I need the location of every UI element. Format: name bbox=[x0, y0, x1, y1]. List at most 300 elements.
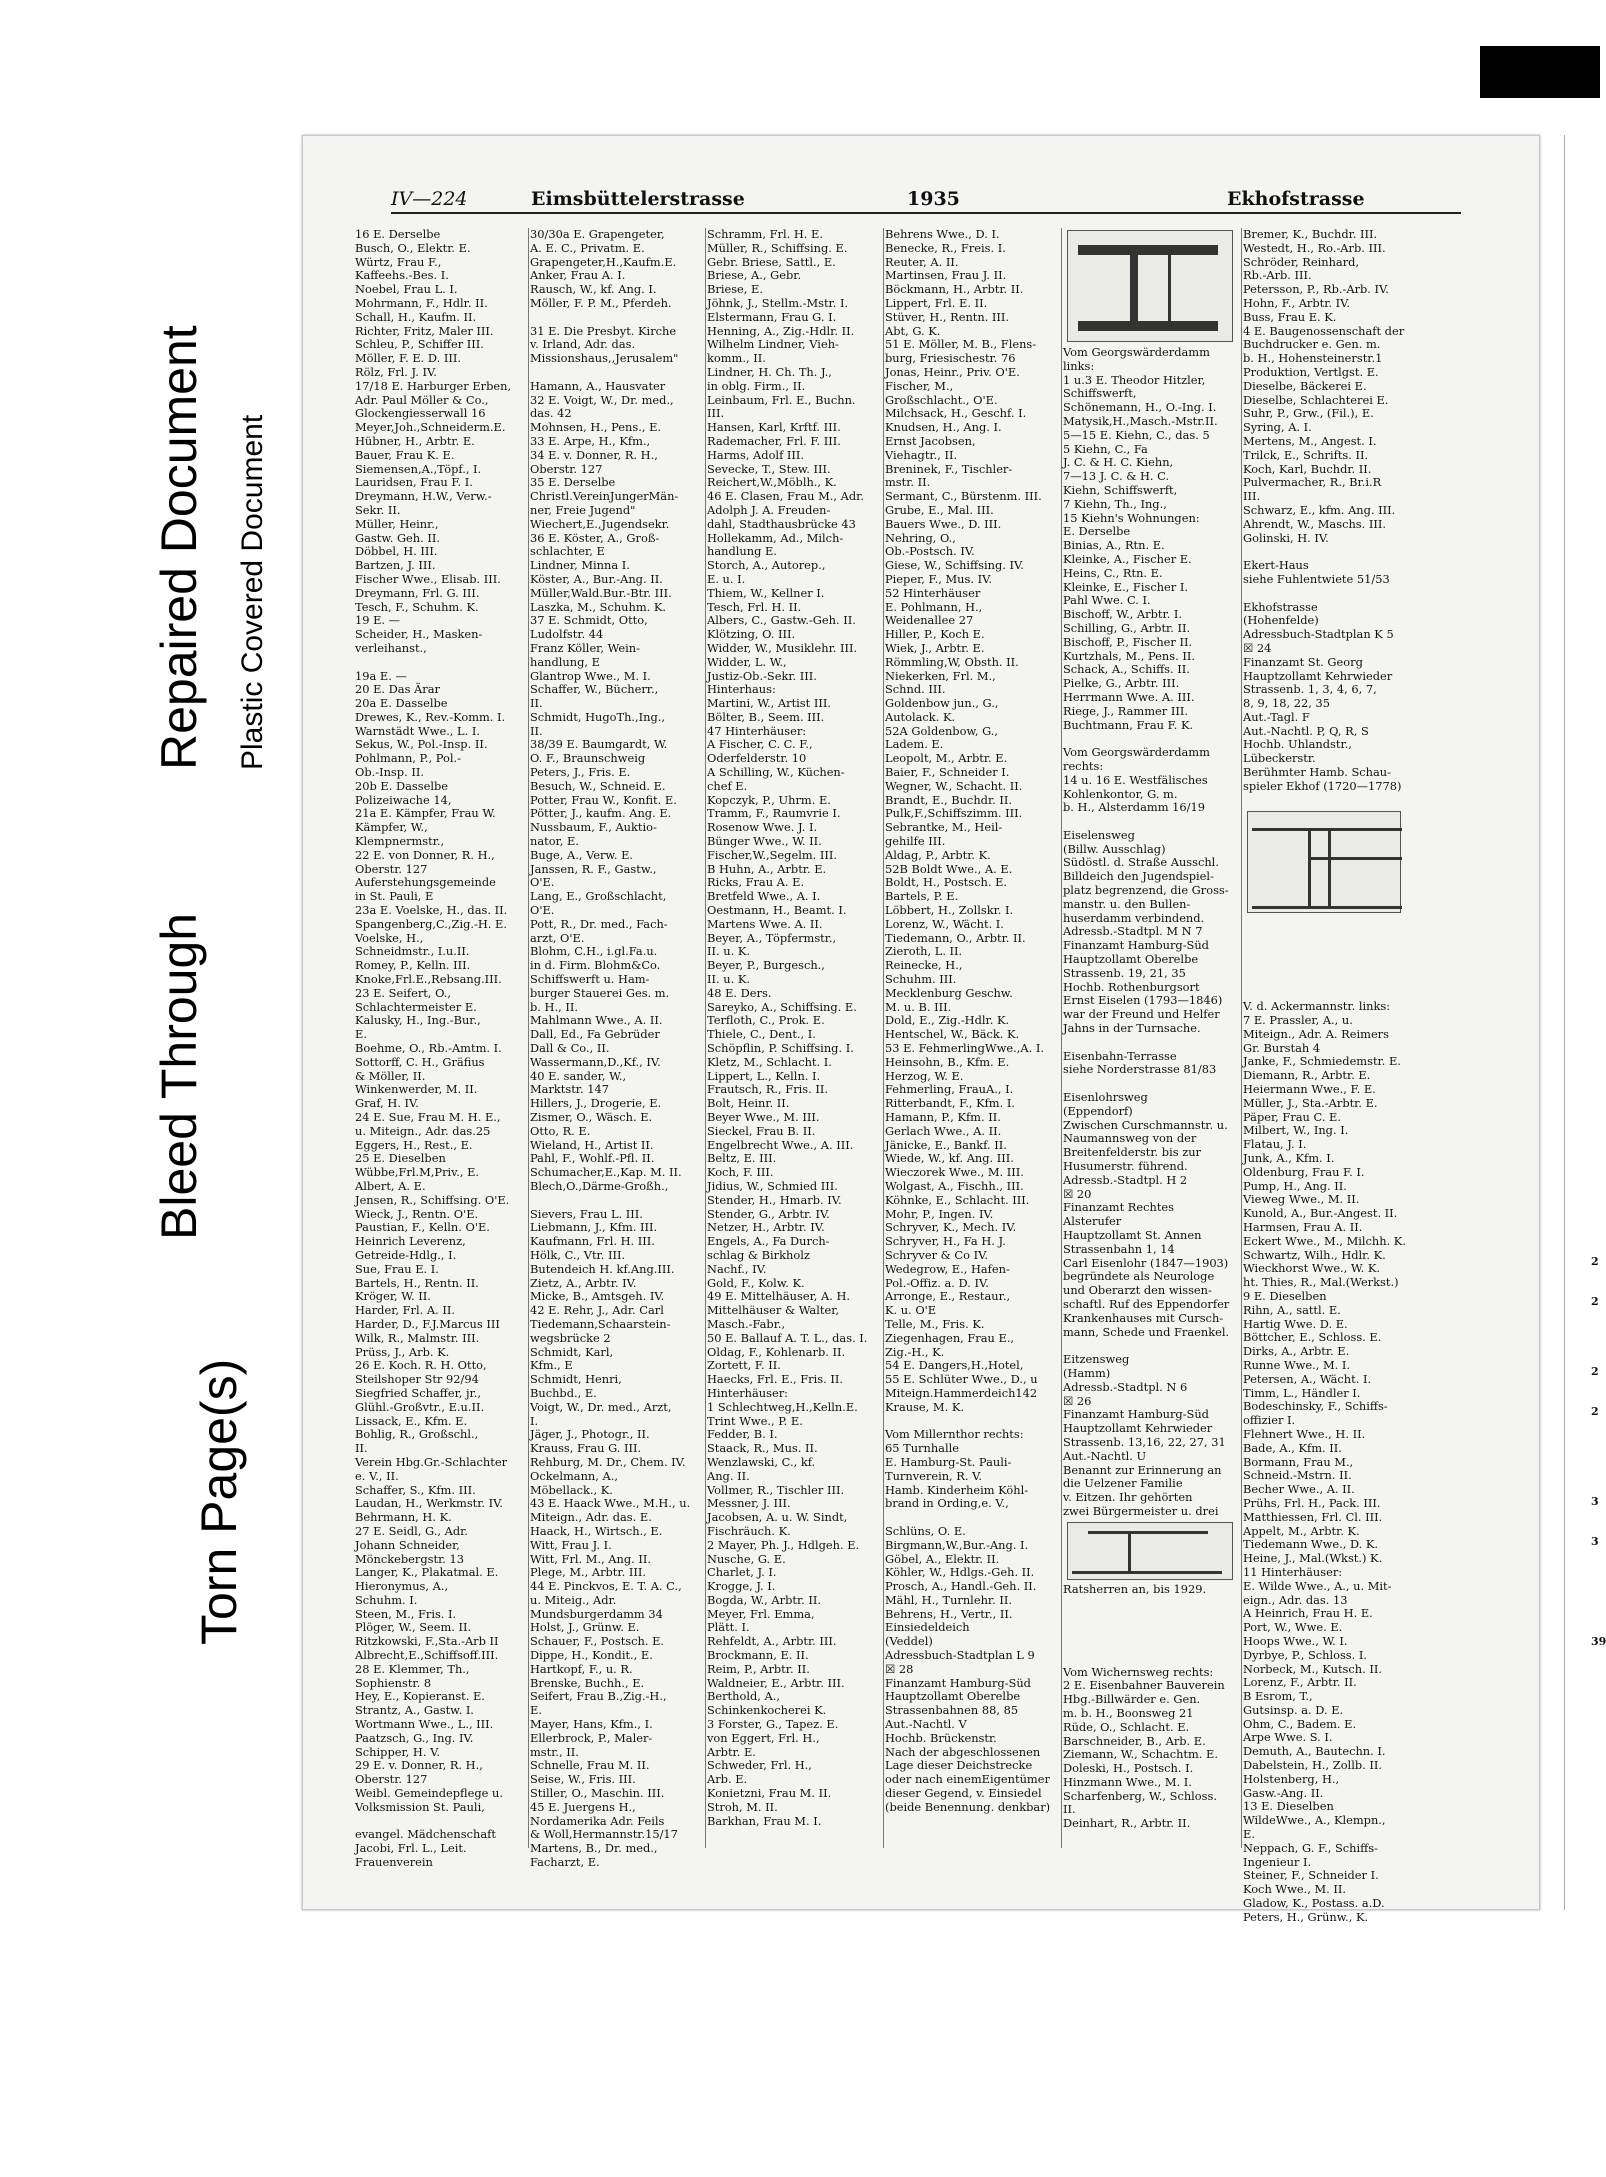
entry-line: 9 E. Dieselben bbox=[1243, 1288, 1327, 1303]
entry-line: Strassenbahn 1, 14 bbox=[1063, 1241, 1175, 1256]
entry-line: Ratsherren an, bis 1929. bbox=[1063, 1581, 1207, 1596]
entry-line: 19 E. — bbox=[355, 613, 401, 628]
entry-line: Prüss, J., Arb. K. bbox=[355, 1344, 450, 1359]
entry-line: Matysik,H.,Masch.-Mstr.II. bbox=[1063, 413, 1218, 428]
entry-line: Strassenb. 13,16, 22, 27, 31 bbox=[1063, 1434, 1226, 1449]
entry-line: Kaffeehs.-Bes. I. bbox=[355, 268, 449, 283]
entry-line bbox=[1243, 973, 1405, 987]
entry-line: Port, W., Wwe. E. bbox=[1243, 1620, 1343, 1635]
entry-line: Breninek, F., Tischler- bbox=[885, 461, 1013, 476]
entry-line: A Fischer, C. C. F., bbox=[707, 737, 813, 752]
entry-line: Schryver, H., Fa H. J. bbox=[885, 1234, 1006, 1249]
entry-line: handlung E. bbox=[707, 544, 777, 559]
entry-line: das. 42 bbox=[530, 406, 572, 421]
entry-line: Witt, Frl. M., Ang. II. bbox=[530, 1551, 652, 1566]
entry-line: Köhler, W., Hdlgs.-Geh. II. bbox=[885, 1565, 1035, 1580]
entry-line: huserdamm verbindend. bbox=[1063, 910, 1205, 925]
entry-line: 7 Kiehn, Th., Ing., bbox=[1063, 496, 1167, 511]
entry-line bbox=[1243, 931, 1405, 945]
entry-line: schaftl. Ruf des Eppendorfer bbox=[1063, 1296, 1230, 1311]
entry-line: Breitenfelderstr. bis zur bbox=[1063, 1145, 1201, 1160]
entry-line: Heinsohn, B., Kfm. E. bbox=[885, 1054, 1010, 1069]
entry-line: Römmling,W, Obsth. II. bbox=[885, 654, 1019, 669]
entry-line: Hölk, C., Vtr. III. bbox=[530, 1247, 626, 1262]
entry-line: Barkhan, Frau M. I. bbox=[707, 1813, 822, 1828]
entry-line: Volksmission St. Pauli, bbox=[355, 1799, 485, 1814]
entry-line: Hauptzollamt Kehrwieder bbox=[1243, 668, 1393, 683]
entry-line: Elstermann, Frau G. I. bbox=[707, 309, 837, 324]
entry-line: Deinhart, R., Arbtr. II. bbox=[1063, 1816, 1191, 1831]
entry-line: Nusche, G. E. bbox=[707, 1551, 786, 1566]
entry-line: Strantz, A., Gastw. I. bbox=[355, 1703, 474, 1718]
entry-line: Aut.-Nachtl. V bbox=[885, 1717, 967, 1732]
entry-line: Dirks, A., Arbtr. E. bbox=[1243, 1344, 1350, 1359]
entry-line: Bretfeld Wwe., A. I. bbox=[707, 889, 821, 904]
entry-line: 28 E. Klemmer, Th., bbox=[355, 1661, 470, 1676]
entry-line: Hauptzollamt Kehrwieder bbox=[1063, 1421, 1213, 1436]
entry-line: Bodeschinsky, F., Schiffs- bbox=[1243, 1399, 1388, 1414]
entry-line: Sebrantke, M., Heil- bbox=[885, 820, 1003, 835]
entry-line: Langer, K., Plakatmal. E. bbox=[355, 1565, 499, 1580]
entry-line: Butendeich H. kf.Ang.III. bbox=[530, 1261, 675, 1276]
entry-line: 11 Hinterhäuser: bbox=[1243, 1564, 1343, 1579]
column-divider bbox=[883, 228, 884, 1848]
entry-line: Verein Hbg.Gr.-Schlachter bbox=[355, 1454, 508, 1469]
entry-line bbox=[1063, 1036, 1237, 1050]
entry-line: Bohlig, R., Großschl., bbox=[355, 1427, 479, 1442]
entry-line: 37 E. Schmidt, Otto, bbox=[530, 613, 648, 628]
entry-line: Pump, H., Ang. II. bbox=[1243, 1178, 1347, 1193]
entry-line: II. bbox=[355, 1441, 368, 1456]
entry-line: Aut.-Nachtl. U bbox=[1063, 1448, 1147, 1463]
bleed-through-label: Bleed Through bbox=[151, 912, 207, 1240]
entry-line: Polizeiwache 14, bbox=[355, 792, 452, 807]
entry-line: Dieselbe, Bäckerei E. bbox=[1243, 378, 1367, 393]
entry-line: in St. Pauli, E bbox=[355, 889, 434, 904]
entry-line: Viehagtr., II. bbox=[885, 447, 958, 462]
entry-line: mann, Schede und Fraenkel. bbox=[1063, 1324, 1230, 1339]
entry-line: Voigt, W., Dr. med., Arzt, bbox=[530, 1399, 672, 1414]
entry-line: spieler Ekhof (1720—1778) bbox=[1243, 778, 1402, 793]
entry-line: Schröder, Reinhard, bbox=[1243, 254, 1360, 269]
entry-line: Mähl, H., Turnlehr. II. bbox=[885, 1592, 1012, 1607]
entry-line: Turnverein, R. V. bbox=[885, 1468, 982, 1483]
entry-line: Schlüns, O. E. bbox=[885, 1523, 966, 1538]
entry-line: Hauptzollamt Oberelbe bbox=[885, 1689, 1021, 1704]
entry-line: Strassenbahnen 88, 85 bbox=[885, 1703, 1019, 1718]
strip-number: 2 bbox=[1591, 1405, 1599, 1418]
entry-line: E. Derselbe bbox=[1063, 524, 1131, 539]
entry-line: Becher Wwe., A. II. bbox=[1243, 1482, 1355, 1497]
entry-line: Kröger, W. II. bbox=[355, 1289, 431, 1304]
entry-line: Laudan, H., Werkmstr. IV. bbox=[355, 1496, 504, 1511]
entry-line: Siemensen,A.,Töpf., I. bbox=[355, 461, 482, 476]
entry-line: Flatau, J. I. bbox=[1243, 1137, 1307, 1152]
entry-line: Engelbrecht Wwe., A. III. bbox=[707, 1137, 854, 1152]
entry-line: Wortmann Wwe., L., III. bbox=[355, 1717, 494, 1732]
entry-line: Harms, Adolf III. bbox=[707, 447, 805, 462]
entry-line: Glühl.-Großvtr., E.u.II. bbox=[355, 1399, 485, 1414]
entry-line: Netzer, H., Arbtr. IV. bbox=[707, 1220, 825, 1235]
entry-line: Bogda, W., Arbtr. II. bbox=[707, 1592, 822, 1607]
entry-line: (Hamm) bbox=[1063, 1365, 1111, 1380]
entry-line: Zieroth, L. II. bbox=[885, 944, 963, 959]
entry-line: Wiede, W., kf. Ang. III. bbox=[885, 1151, 1014, 1166]
entry-line: Oberstr. 127 bbox=[355, 861, 428, 876]
entry-line: Besuch, W., Schneid. E. bbox=[530, 778, 666, 793]
entry-line: burg, Friesischestr. 76 bbox=[885, 351, 1016, 366]
entry-line: Stiller, O., Maschin. III. bbox=[530, 1786, 665, 1801]
entry-line: 25 E. Dieselben bbox=[355, 1151, 446, 1166]
entry-line: Brenske, Buchh., E. bbox=[530, 1675, 645, 1690]
entry-line: Wieczorek Wwe., M. III. bbox=[885, 1165, 1024, 1180]
entry-line: Doleski, H., Postsch. I. bbox=[1063, 1761, 1194, 1776]
entry-line: Köhnke, E., Schlacht. III. bbox=[885, 1192, 1030, 1207]
entry-line: Behrens, H., Vertr., II. bbox=[885, 1606, 1013, 1621]
entry-line: Binias, A., Rtn. E. bbox=[1063, 538, 1165, 553]
entry-line: 47 Hinterhäuser: bbox=[707, 723, 807, 738]
entry-line: Hinzmann Wwe., M. I. bbox=[1063, 1774, 1192, 1789]
entry-line: Widder, W., Musiklehr. III. bbox=[707, 640, 858, 655]
entry-line: Mahlmann Wwe., A. II. bbox=[530, 1013, 663, 1028]
entry-line: Bormann, Frau M., bbox=[1243, 1454, 1354, 1469]
entry-line: Westedt, H., Ro.-Arb. III. bbox=[1243, 240, 1386, 255]
entry-line: Diemann, R., Arbtr. E. bbox=[1243, 1068, 1371, 1083]
entry-line: Christl.VereinJungerMän- bbox=[530, 489, 679, 504]
entry-line: Wassermann,D.,Kf., IV. bbox=[530, 1054, 661, 1069]
entry-line: Dreymann, H.W., Verw.- bbox=[355, 489, 492, 504]
entry-line: 55 E. Schlüter Wwe., D., u bbox=[885, 1372, 1038, 1387]
entry-line: Ernst Eiselen (1793—1846) bbox=[1063, 993, 1223, 1008]
entry-line: Beyer, P., Burgesch., bbox=[707, 958, 825, 973]
entry-line: b. H., II. bbox=[530, 999, 578, 1014]
entry-line: Adressbuch-Stadtplan K 5 bbox=[1243, 627, 1394, 642]
entry-line: Justiz-Ob.-Sekr. III. bbox=[707, 668, 817, 683]
entry-line: O. F., Braunschweig bbox=[530, 751, 646, 766]
entry-line: Buss, Frau E. K. bbox=[1243, 309, 1337, 324]
entry-line: Busch, O., Elektr. E. bbox=[355, 240, 471, 255]
entry-line: Potter, Frau W., Konfit. E. bbox=[530, 792, 677, 807]
entry-line: Milbert, W., Ing. I. bbox=[1243, 1123, 1349, 1138]
entry-line: Rademacher, Frl. F. III. bbox=[707, 433, 841, 448]
page-ref: IV—224 bbox=[391, 188, 468, 210]
entry-line: Benecke, R., Freis. I. bbox=[885, 240, 1006, 255]
entry-line: u. Miteign., Adr. das.25 bbox=[355, 1123, 491, 1138]
entry-line: arzt, O'E. bbox=[530, 930, 585, 945]
entry-line: Schneid.-Mstrn. II. bbox=[1243, 1468, 1352, 1483]
entry-line: K. u. O'E bbox=[885, 1303, 937, 1318]
entry-line: Neppach, G. F., Schiffs- bbox=[1243, 1840, 1378, 1855]
entry-line: Hamb. Kinderheim Köhl- bbox=[885, 1482, 1029, 1497]
black-corner bbox=[1480, 46, 1600, 98]
entry-line: Pahl, F., Wohlf.-Pfl. II. bbox=[530, 1151, 655, 1166]
entry-line: Zortett, F. II. bbox=[707, 1358, 781, 1373]
entry-line: Eisenlohrsweg bbox=[1063, 1090, 1148, 1105]
entry-line: Rb.-Arb. III. bbox=[1243, 268, 1312, 283]
entry-line: (Hohenfelde) bbox=[1243, 613, 1319, 628]
entry-line: Eiselensweg bbox=[1063, 827, 1135, 842]
entry-line: Milchsack, H., Geschf. I. bbox=[885, 406, 1027, 421]
entry-line: Tiedemann Wwe., D. K. bbox=[1243, 1537, 1379, 1552]
entry-line: 40 E. sander, W., bbox=[530, 1068, 627, 1083]
entry-line: Briese, E. bbox=[707, 282, 763, 297]
entry-line bbox=[1243, 545, 1405, 559]
entry-line: A Schilling, W., Küchen- bbox=[707, 765, 845, 780]
entry-line: Hohn, F., Arbtr. IV. bbox=[1243, 295, 1351, 310]
entry-line: Miteign., Adr. das. E. bbox=[530, 1510, 652, 1525]
entry-line: v. Irland, Adr. das. bbox=[530, 337, 636, 352]
entry-line: Hollekamm, Ad., Milch- bbox=[707, 530, 844, 545]
entry-line: Naumannsweg von der bbox=[1063, 1131, 1197, 1146]
entry-line: Vom Wichernsweg rechts: bbox=[1063, 1664, 1214, 1679]
entry-line: 33 E. Arpe, H., Kfm., bbox=[530, 433, 651, 448]
entry-line: Krogge, J. I. bbox=[707, 1579, 776, 1594]
entry-line: E. bbox=[355, 1027, 367, 1042]
entry-line: 35 E. Derselbe bbox=[530, 475, 616, 490]
directory-column bbox=[355, 227, 527, 1870]
entry-line: Matthiessen, Frl. Cl. III. bbox=[1243, 1509, 1383, 1524]
entry-line bbox=[1243, 945, 1405, 959]
entry-line: von Eggert, Frl. H., bbox=[707, 1730, 820, 1745]
entry-line bbox=[885, 1415, 1057, 1429]
entry-line: Päper, Frau C. E. bbox=[1243, 1109, 1341, 1124]
entry-line: 50 E. Ballauf A. T. L., das. I. bbox=[707, 1330, 868, 1345]
entry-line: Klempnermstr., bbox=[355, 834, 445, 849]
entry-line: Dall & Co., II. bbox=[530, 1041, 610, 1056]
entry-line: E. Wilde Wwe., A., u. Mit- bbox=[1243, 1578, 1392, 1593]
entry-line: Gold, F., Kolw. K. bbox=[707, 1275, 805, 1290]
entry-line: Buchdrucker e. Gen. m. bbox=[1243, 337, 1381, 352]
entry-line: in d. Firm. Blohm&Co. bbox=[530, 958, 661, 973]
entry-line: Hinterhäuser: bbox=[707, 1385, 789, 1400]
entry-line: Jäger, J., Photogr., II. bbox=[530, 1427, 650, 1442]
entry-line: ☒ 20 bbox=[1063, 1186, 1092, 1201]
entry-line: Albers, C., Gastw.-Geh. II. bbox=[707, 613, 856, 628]
entry-line: Mayer, Hans, Kfm., I. bbox=[530, 1717, 653, 1732]
entry-line: Jonas, Heinr., Priv. O'E. bbox=[885, 364, 1020, 379]
entry-line: wegsbrücke 2 bbox=[530, 1330, 611, 1345]
entry-line: Lorenz, W., Wächt. I. bbox=[885, 916, 1004, 931]
entry-line: Arb. E. bbox=[707, 1772, 748, 1787]
entry-line: Widder, L. W., bbox=[707, 654, 787, 669]
entry-line: Adressb.-Stadtpl. M N 7 bbox=[1063, 924, 1203, 939]
entry-line: Böttcher, E., Schloss. E. bbox=[1243, 1330, 1382, 1345]
entry-line: Gasw.-Ang. II. bbox=[1243, 1785, 1324, 1800]
entry-line: Hillers, J., Drogerie, E. bbox=[530, 1096, 662, 1111]
entry-line: Aldag, P., Arbtr. K. bbox=[885, 847, 991, 862]
entry-line: Beyer Wwe., M. III. bbox=[707, 1110, 820, 1124]
entry-line: (Veddel) bbox=[885, 1634, 933, 1649]
entry-line: 8, 9, 18, 22, 35 bbox=[1243, 696, 1330, 711]
entry-line: ht. Thies, R., Mal.(Werkst.) bbox=[1243, 1275, 1399, 1290]
entry-line: Pahl Wwe. C. I. bbox=[1063, 593, 1151, 608]
entry-line: Arpe Wwe. S. I. bbox=[1243, 1730, 1333, 1745]
entry-line: Schweder, Frl. H., bbox=[707, 1758, 812, 1773]
entry-line: mstr., II. bbox=[530, 1744, 579, 1759]
entry-line: Liebmann, J., Kfm. III. bbox=[530, 1220, 658, 1235]
entry-line: Strassenb. 1, 3, 4, 6, 7, bbox=[1243, 682, 1377, 697]
entry-line: Zig.-H., K. bbox=[885, 1344, 945, 1359]
entry-line: Tesch, F., Schuhm. K. bbox=[355, 599, 479, 614]
entry-line: Richter, Fritz, Maler III. bbox=[355, 323, 494, 338]
entry-line: Plöger, W., Seem. II. bbox=[355, 1620, 472, 1635]
entry-line: Sevecke, T., Stew. III. bbox=[707, 461, 831, 476]
entry-line: Kleinke, A., Fischer E. bbox=[1063, 551, 1192, 566]
entry-line: Hinterhaus: bbox=[707, 682, 776, 697]
entry-line: Autolack. K. bbox=[885, 709, 956, 724]
entry-line: Oberstr. 127 bbox=[530, 461, 603, 476]
entry-line bbox=[530, 1194, 701, 1208]
entry-line: Bartzen, J. III. bbox=[355, 558, 436, 573]
entry-line: Ohm, C., Badem. E. bbox=[1243, 1716, 1357, 1731]
entry-line: Hansen, Karl, Krftf. III. bbox=[707, 420, 841, 435]
entry-line: Schall, H., Kaufm. II. bbox=[355, 309, 477, 324]
entry-line: Steilshoper Str 92/94 bbox=[355, 1372, 479, 1387]
entry-line: Jahns in der Turnsache. bbox=[1063, 1021, 1201, 1036]
entry-line: Ockelmann, A., bbox=[530, 1468, 618, 1483]
entry-line: Knudsen, H., Ang. I. bbox=[885, 420, 1002, 435]
entry-line: Aut.-Tagl. F bbox=[1243, 709, 1310, 724]
entry-line: 49 E. Mittelhäuser, A. H. bbox=[707, 1289, 851, 1304]
entry-line: Mohrmann, F., Hdlr. II. bbox=[355, 295, 488, 310]
entry-line: 20b E. Dasselbe bbox=[355, 778, 448, 793]
entry-line: Janke, F., Schmiedemstr. E. bbox=[1243, 1054, 1401, 1069]
entry-line: Scharfenberg, W., Schloss. bbox=[1063, 1788, 1217, 1803]
street-left: Eimsbüttelerstrasse bbox=[531, 188, 745, 210]
entry-line: Blohm, C.H., i.gl.Fa.u. bbox=[530, 944, 658, 959]
entry-line: 29 E. v. Donner, R. H., bbox=[355, 1758, 483, 1773]
entry-line: V. d. Ackermannstr. links: bbox=[1243, 999, 1391, 1014]
entry-line bbox=[885, 1511, 1057, 1525]
entry-line: 24 E. Sue, Frau M. H. E., bbox=[355, 1110, 501, 1124]
entry-line: 65 Turnhalle bbox=[885, 1441, 959, 1456]
entry-line: Wilhelm Lindner, Vieh- bbox=[707, 337, 839, 352]
entry-line: Glockengiesserwall 16 bbox=[355, 406, 486, 421]
entry-line: Romey, P., Kelln. III. bbox=[355, 958, 471, 973]
entry-line: Böckmann, H., Arbtr. II. bbox=[885, 282, 1024, 297]
entry-line: Schaffer, W., Bücherr., bbox=[530, 682, 659, 697]
entry-line: Siegfried Schaffer, jr., bbox=[355, 1385, 481, 1400]
entry-line: 4 E. Baugenossenschaft der bbox=[1243, 323, 1405, 338]
entry-line: Steiner, F., Schneider I. bbox=[1243, 1868, 1379, 1883]
entry-line: Aut.-Nachtl. P, Q, R, S bbox=[1243, 723, 1369, 738]
entry-line: Drewes, K., Rev.-Komm. I. bbox=[355, 709, 506, 724]
entry-line: Martens, B., Dr. med., bbox=[530, 1841, 658, 1856]
entry-line: Mertens, M., Angest. I. bbox=[1243, 433, 1377, 448]
torn-pages-label: Torn Page(s) bbox=[191, 1358, 247, 1645]
entry-line: Klötzing, O. III. bbox=[707, 627, 796, 642]
entry-line: O'E. bbox=[530, 875, 555, 890]
entry-line: Heins, C., Rtn. E. bbox=[1063, 565, 1163, 580]
entry-line: 43 E. Haack Wwe., M.H., u. bbox=[530, 1496, 691, 1511]
entry-line: III. bbox=[707, 406, 725, 421]
entry-line: siehe Norderstrasse 81/83 bbox=[1063, 1062, 1217, 1077]
entry-line: 23a E. Voelske, H., das. II. bbox=[355, 903, 508, 918]
entry-line: Dall, Ed., Fa Gebrüder bbox=[530, 1027, 660, 1042]
entry-line: Tramm, F., Raumvrie I. bbox=[707, 806, 841, 821]
entry-line: Finanzamt Rechtes bbox=[1063, 1200, 1174, 1215]
entry-line bbox=[1063, 1610, 1237, 1624]
entry-line: komm., II. bbox=[707, 351, 766, 366]
entry-line: Lang, E., Großschlacht, bbox=[530, 889, 667, 904]
entry-line: Konietzni, Frau M. II. bbox=[707, 1786, 832, 1801]
eitzensweg-map bbox=[1067, 1522, 1233, 1580]
entry-line: handlung, E bbox=[530, 654, 600, 669]
entry-line: Peters, J., Fris. E. bbox=[530, 765, 631, 780]
entry-line: Barschneider, B., Arb. E. bbox=[1063, 1733, 1206, 1748]
entry-line: E. u. I. bbox=[707, 571, 746, 586]
entry-line: Schack, A., Schiffs. II. bbox=[1063, 662, 1190, 677]
entry-line: Ritterbandt, F., Kfm. I. bbox=[885, 1096, 1015, 1111]
entry-line: Voelske, H., bbox=[355, 930, 424, 945]
entry-line: Dyrbye, P., Schloss. I. bbox=[1243, 1647, 1368, 1662]
entry-line: 1 Schlechtweg,H.,Kelln.E. bbox=[707, 1399, 858, 1414]
entry-line: Hauptzollamt Oberelbe bbox=[1063, 952, 1199, 967]
entry-line: Schuhm. III. bbox=[885, 972, 957, 987]
entry-line: Rausch, W., kf. Ang. I. bbox=[530, 282, 657, 297]
entry-line: Bölter, B., Seem. III. bbox=[707, 709, 825, 724]
entry-line: Reichert,W.,Möblh., K. bbox=[707, 475, 837, 490]
entry-line: Finanzamt Hamburg-Süd bbox=[1063, 938, 1209, 953]
entry-line: Eitzensweg bbox=[1063, 1352, 1130, 1367]
entry-line: Timm, L., Händler I. bbox=[1243, 1385, 1361, 1400]
entry-line: Thiem, W., Kellner I. bbox=[707, 585, 825, 600]
entry-line: Wedegrow, E., Hafen- bbox=[885, 1261, 1010, 1276]
entry-line: WildeWwe., A., Klempn., bbox=[1243, 1813, 1386, 1828]
directory-column bbox=[1243, 227, 1408, 1924]
entry-line: Pohlmann, P., Pol.- bbox=[355, 751, 461, 766]
entry-line: Dippe, H., Kondit., E. bbox=[530, 1648, 653, 1663]
entry-line: Fischer Wwe., Elisab. III. bbox=[355, 571, 501, 586]
entry-line: Seise, W., Fris. III. bbox=[530, 1772, 636, 1787]
entry-line: Brandt, E., Buchdr. II. bbox=[885, 792, 1012, 807]
strip-number: 3 bbox=[1591, 1495, 1599, 1508]
entry-line: Kleinke, E., Fischer I. bbox=[1063, 579, 1188, 594]
entry-line: Kfm., E bbox=[530, 1358, 573, 1373]
entry-line: Oestmann, H., Beamt. I. bbox=[707, 903, 847, 918]
entry-line bbox=[1063, 1624, 1237, 1638]
entry-line: Rüde, O., Schlacht. E. bbox=[1063, 1719, 1190, 1734]
entry-line: eign., Adr. das. 13 bbox=[1243, 1592, 1348, 1607]
entry-line: Nordamerika Adr. Feils bbox=[530, 1813, 665, 1828]
entry-line: Sermant, C., Bürstenm. III. bbox=[885, 489, 1042, 504]
entry-line: Weidenallee 27 bbox=[885, 613, 974, 628]
directory-column bbox=[530, 227, 704, 1870]
entry-line: Arronge, E., Restaur., bbox=[885, 1289, 1011, 1304]
entry-line: in oblg. Firm., II. bbox=[707, 378, 806, 393]
entry-line: Alsterufer bbox=[1063, 1214, 1122, 1229]
entry-line: Brockmann, E. II. bbox=[707, 1648, 809, 1663]
entry-line: Schryver, K., Mech. IV. bbox=[885, 1220, 1017, 1235]
entry-line: e. V., II. bbox=[355, 1468, 399, 1483]
entry-line: Prühs, Frl. H., Pack. III. bbox=[1243, 1495, 1381, 1510]
entry-line: Einsiedeldeich bbox=[885, 1620, 970, 1635]
entry-line: Schipper, H. V. bbox=[355, 1744, 440, 1759]
year: 1935 bbox=[907, 188, 960, 210]
entry-line: platz begrenzend, die Gross- bbox=[1063, 883, 1229, 898]
entry-line: Pielke, G., Arbtr. III. bbox=[1063, 676, 1180, 691]
entry-line: Finanzamt Hamburg-Süd bbox=[1063, 1407, 1209, 1422]
entry-line: Gebr. Briese, Sattl., E. bbox=[707, 254, 836, 269]
entry-line: Schmidt, HugoTh.,Ing., bbox=[530, 709, 666, 724]
entry-line: Getreide-Hdlg., I. bbox=[355, 1247, 457, 1262]
entry-line: Leopolt, M., Arbtr. E. bbox=[885, 751, 1008, 766]
entry-line: Grapengeter,H.,Kaufm.E. bbox=[530, 254, 677, 269]
column-divider bbox=[1241, 228, 1242, 1848]
adjacent-page-strip bbox=[1564, 135, 1606, 1910]
entry-line: Birgmann,W.,Bur.-Ang. I. bbox=[885, 1537, 1029, 1552]
entry-line: 3 Forster, G., Tapez. E. bbox=[707, 1717, 839, 1732]
